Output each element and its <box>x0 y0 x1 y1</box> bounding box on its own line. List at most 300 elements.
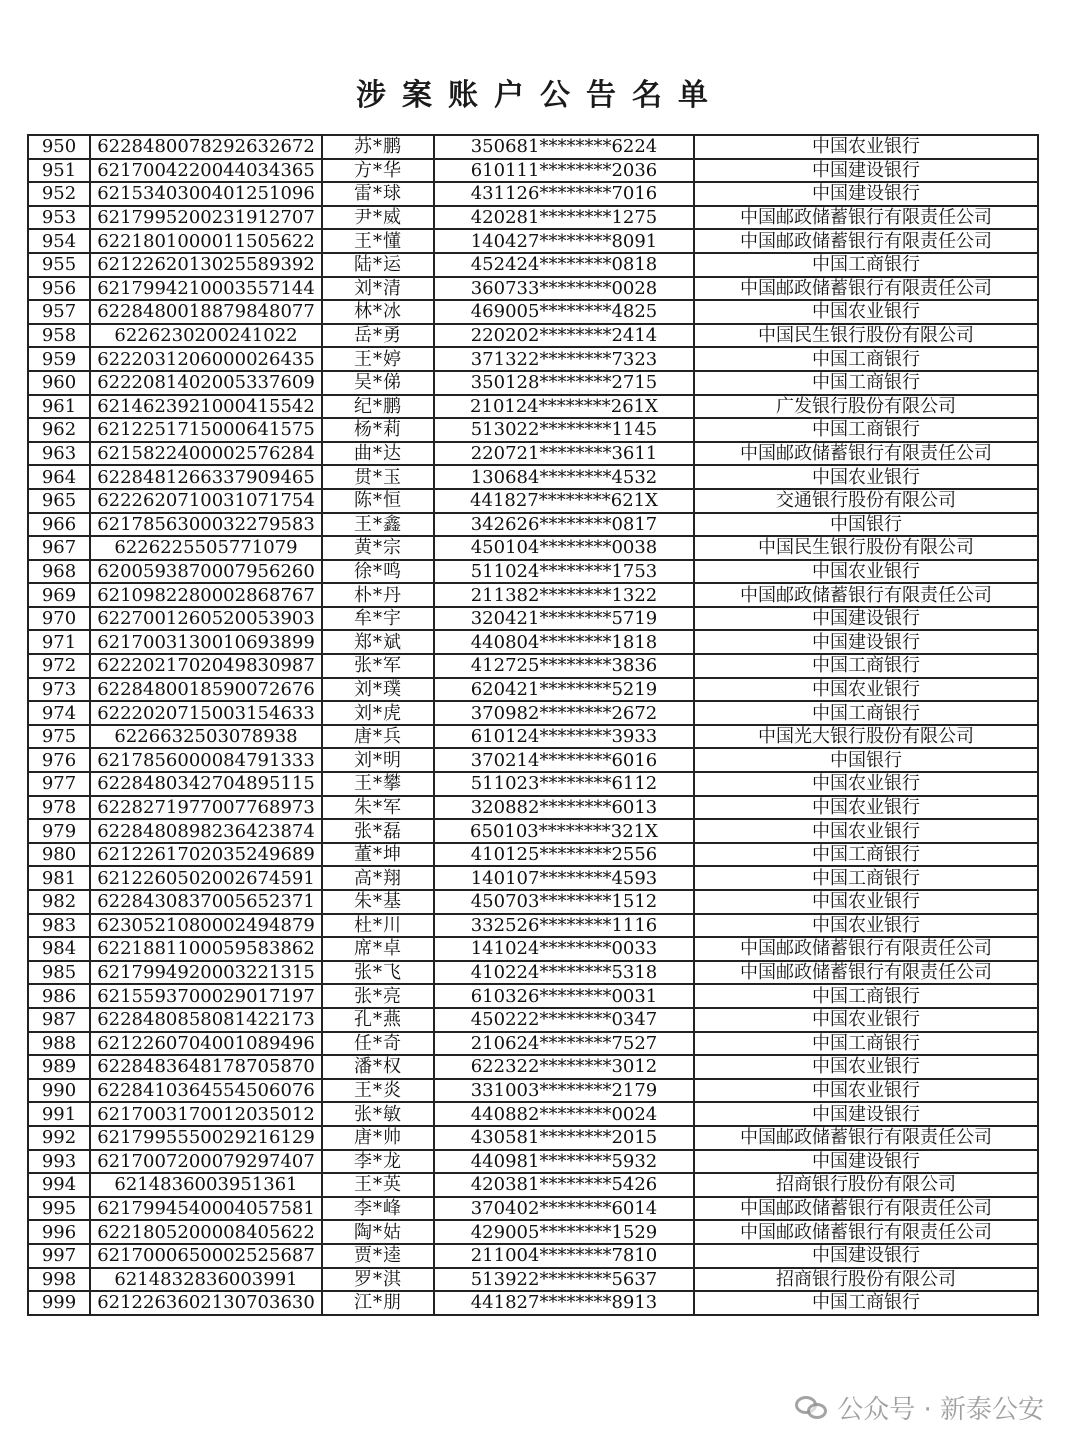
table-row <box>28 1079 1038 1103</box>
bank-name-cell: 广发银行股份有限公司 <box>694 395 1038 419</box>
row-number-cell: 986 <box>28 984 90 1008</box>
bank-name-cell: 招商银行股份有限公司 <box>694 1173 1038 1197</box>
account-holder-cell: 王*懂 <box>322 229 434 253</box>
row-number-cell: 990 <box>28 1079 90 1103</box>
id-number-cell: 140427********8091 <box>434 229 694 253</box>
row-number-cell: 975 <box>28 725 90 749</box>
row-number-cell: 978 <box>28 796 90 820</box>
row-number-cell: 962 <box>28 418 90 442</box>
table-row <box>28 229 1038 253</box>
id-number-cell: 370402********6014 <box>434 1197 694 1221</box>
table-row <box>28 253 1038 277</box>
id-number-cell: 350681********6224 <box>434 135 694 159</box>
account-holder-cell: 林*冰 <box>322 300 434 324</box>
bank-name-cell: 中国邮政储蓄银行有限责任公司 <box>694 583 1038 607</box>
row-number-cell: 973 <box>28 678 90 702</box>
account-list-body <box>28 135 1038 1315</box>
bank-name-cell: 中国民生银行股份有限公司 <box>694 536 1038 560</box>
row-number-cell: 994 <box>28 1173 90 1197</box>
row-number-cell: 999 <box>28 1291 90 1315</box>
bank-name-cell: 中国农业银行 <box>694 890 1038 914</box>
id-number-cell: 350128********2715 <box>434 371 694 395</box>
id-number-cell: 211382********1322 <box>434 583 694 607</box>
table-row <box>28 1032 1038 1056</box>
account-holder-cell: 王*攀 <box>322 772 434 796</box>
bank-name-cell: 交通银行股份有限公司 <box>694 489 1038 513</box>
account-number-cell: 6228480858081422173 <box>90 1008 322 1032</box>
table-row <box>28 206 1038 230</box>
watermark-text: 公众号 · 新泰公安 <box>837 1395 1044 1425</box>
bank-name-cell: 中国邮政储蓄银行有限责任公司 <box>694 1126 1038 1150</box>
account-number-cell: 6214836003951361 <box>90 1173 322 1197</box>
account-holder-cell: 李*峰 <box>322 1197 434 1221</box>
bank-name-cell: 中国农业银行 <box>694 819 1038 843</box>
row-number-cell: 992 <box>28 1126 90 1150</box>
bank-name-cell: 中国建设银行 <box>694 607 1038 631</box>
account-number-cell: 6228271977007768973 <box>90 796 322 820</box>
bank-name-cell: 中国银行 <box>694 748 1038 772</box>
id-number-cell: 513922********5637 <box>434 1268 694 1292</box>
account-number-cell: 6222020715003154633 <box>90 701 322 725</box>
table-row <box>28 347 1038 371</box>
id-number-cell: 332526********1116 <box>434 914 694 938</box>
row-number-cell: 951 <box>28 159 90 183</box>
id-number-cell: 420281********1275 <box>434 206 694 230</box>
row-number-cell: 958 <box>28 324 90 348</box>
id-number-cell: 452424********0818 <box>434 253 694 277</box>
row-number-cell: 977 <box>28 772 90 796</box>
id-number-cell: 469005********4825 <box>434 300 694 324</box>
account-number-cell: 6215340300401251096 <box>90 182 322 206</box>
account-holder-cell: 江*朋 <box>322 1291 434 1315</box>
account-number-cell: 6217995200231912707 <box>90 206 322 230</box>
id-number-cell: 511024********1753 <box>434 560 694 584</box>
id-number-cell: 511023********6112 <box>434 772 694 796</box>
table-row <box>28 1150 1038 1174</box>
id-number-cell: 431126********7016 <box>434 182 694 206</box>
row-number-cell: 987 <box>28 1008 90 1032</box>
id-number-cell: 429005********1529 <box>434 1220 694 1244</box>
table-row <box>28 277 1038 301</box>
account-holder-cell: 朱*基 <box>322 890 434 914</box>
bank-name-cell: 中国建设银行 <box>694 182 1038 206</box>
table-row <box>28 772 1038 796</box>
row-number-cell: 965 <box>28 489 90 513</box>
id-number-cell: 410125********2556 <box>434 843 694 867</box>
table-row <box>28 1055 1038 1079</box>
row-number-cell: 979 <box>28 819 90 843</box>
account-number-cell: 6228480078292632672 <box>90 135 322 159</box>
account-holder-cell: 杨*莉 <box>322 418 434 442</box>
account-holder-cell: 朴*丹 <box>322 583 434 607</box>
table-row <box>28 630 1038 654</box>
account-number-cell: 6228480018879848077 <box>90 300 322 324</box>
row-number-cell: 970 <box>28 607 90 631</box>
account-holder-cell: 王*英 <box>322 1173 434 1197</box>
row-number-cell: 984 <box>28 937 90 961</box>
id-number-cell: 210124********261X <box>434 395 694 419</box>
account-holder-cell: 李*龙 <box>322 1150 434 1174</box>
table-row <box>28 819 1038 843</box>
account-holder-cell: 牟*宇 <box>322 607 434 631</box>
account-holder-cell: 吴*俤 <box>322 371 434 395</box>
id-number-cell: 320421********5719 <box>434 607 694 631</box>
table-row <box>28 654 1038 678</box>
table-row <box>28 1197 1038 1221</box>
bank-name-cell: 中国农业银行 <box>694 1008 1038 1032</box>
account-holder-cell: 孔*燕 <box>322 1008 434 1032</box>
account-holder-cell: 张*亮 <box>322 984 434 1008</box>
account-number-cell: 6221881100059583862 <box>90 937 322 961</box>
row-number-cell: 983 <box>28 914 90 938</box>
account-number-cell: 6226225505771079 <box>90 536 322 560</box>
id-number-cell: 210624********7527 <box>434 1032 694 1056</box>
account-holder-cell: 张*军 <box>322 654 434 678</box>
bank-name-cell: 中国工商银行 <box>694 701 1038 725</box>
id-number-cell: 410224********5318 <box>434 961 694 985</box>
account-number-cell: 6228410364554506076 <box>90 1079 322 1103</box>
row-number-cell: 960 <box>28 371 90 395</box>
table-row <box>28 937 1038 961</box>
table-row <box>28 748 1038 772</box>
row-number-cell: 974 <box>28 701 90 725</box>
account-holder-cell: 王*婷 <box>322 347 434 371</box>
account-number-cell: 6217007200079297407 <box>90 1150 322 1174</box>
table-row <box>28 465 1038 489</box>
account-number-cell: 6217004220044034365 <box>90 159 322 183</box>
row-number-cell: 959 <box>28 347 90 371</box>
account-holder-cell: 雷*球 <box>322 182 434 206</box>
bank-name-cell: 中国建设银行 <box>694 1244 1038 1268</box>
account-holder-cell: 刘*虎 <box>322 701 434 725</box>
bank-name-cell: 中国工商银行 <box>694 418 1038 442</box>
table-row <box>28 914 1038 938</box>
bank-name-cell: 中国工商银行 <box>694 654 1038 678</box>
account-number-cell: 6222620710031071754 <box>90 489 322 513</box>
account-number-cell: 6214623921000415542 <box>90 395 322 419</box>
bank-name-cell: 招商银行股份有限公司 <box>694 1268 1038 1292</box>
account-number-cell: 6228483648178705870 <box>90 1055 322 1079</box>
account-number-cell: 6217994920003221315 <box>90 961 322 985</box>
account-number-cell: 6228480018590072676 <box>90 678 322 702</box>
id-number-cell: 141024********0033 <box>434 937 694 961</box>
table-row <box>28 324 1038 348</box>
account-holder-cell: 贯*玉 <box>322 465 434 489</box>
row-number-cell: 997 <box>28 1244 90 1268</box>
account-holder-cell: 高*翔 <box>322 866 434 890</box>
account-number-cell: 6217995550029216129 <box>90 1126 322 1150</box>
id-number-cell: 370982********2672 <box>434 701 694 725</box>
account-number-cell: 6217000650002525687 <box>90 1244 322 1268</box>
account-number-cell: 6217856300032279583 <box>90 513 322 537</box>
bank-name-cell: 中国建设银行 <box>694 159 1038 183</box>
bank-name-cell: 中国邮政储蓄银行有限责任公司 <box>694 277 1038 301</box>
row-number-cell: 954 <box>28 229 90 253</box>
table-row <box>28 300 1038 324</box>
account-holder-cell: 苏*鹏 <box>322 135 434 159</box>
id-number-cell: 342626********0817 <box>434 513 694 537</box>
row-number-cell: 982 <box>28 890 90 914</box>
account-number-cell: 6228481266337909465 <box>90 465 322 489</box>
id-number-cell: 620421********5219 <box>434 678 694 702</box>
account-number-cell: 6217994540004057581 <box>90 1197 322 1221</box>
bank-name-cell: 中国农业银行 <box>694 772 1038 796</box>
bank-name-cell: 中国邮政储蓄银行有限责任公司 <box>694 1220 1038 1244</box>
table-row <box>28 371 1038 395</box>
account-list-table <box>27 134 1039 1316</box>
bank-name-cell: 中国农业银行 <box>694 300 1038 324</box>
table-row <box>28 961 1038 985</box>
table-row <box>28 583 1038 607</box>
row-number-cell: 967 <box>28 536 90 560</box>
table-row <box>28 701 1038 725</box>
row-number-cell: 980 <box>28 843 90 867</box>
row-number-cell: 953 <box>28 206 90 230</box>
table-row <box>28 678 1038 702</box>
row-number-cell: 995 <box>28 1197 90 1221</box>
account-holder-cell: 唐*帅 <box>322 1126 434 1150</box>
row-number-cell: 985 <box>28 961 90 985</box>
account-holder-cell: 唐*兵 <box>322 725 434 749</box>
account-number-cell: 6215593700029017197 <box>90 984 322 1008</box>
account-number-cell: 6222081402005337609 <box>90 371 322 395</box>
id-number-cell: 610124********3933 <box>434 725 694 749</box>
table-row <box>28 182 1038 206</box>
account-holder-cell: 朱*军 <box>322 796 434 820</box>
row-number-cell: 976 <box>28 748 90 772</box>
table-row <box>28 725 1038 749</box>
account-number-cell: 6222031206000026435 <box>90 347 322 371</box>
row-number-cell: 969 <box>28 583 90 607</box>
row-number-cell: 988 <box>28 1032 90 1056</box>
account-holder-cell: 陶*姑 <box>322 1220 434 1244</box>
table-row <box>28 1173 1038 1197</box>
account-number-cell: 6228480898236423874 <box>90 819 322 843</box>
row-number-cell: 966 <box>28 513 90 537</box>
account-number-cell: 6221801000011505622 <box>90 229 322 253</box>
id-number-cell: 622322********3012 <box>434 1055 694 1079</box>
account-number-cell: 6222021702049830987 <box>90 654 322 678</box>
watermark <box>795 1389 1044 1426</box>
table-row <box>28 1244 1038 1268</box>
bank-name-cell: 中国邮政储蓄银行有限责任公司 <box>694 1197 1038 1221</box>
bank-name-cell: 中国工商银行 <box>694 371 1038 395</box>
account-holder-cell: 岳*勇 <box>322 324 434 348</box>
bank-name-cell: 中国建设银行 <box>694 1150 1038 1174</box>
bank-name-cell: 中国工商银行 <box>694 1291 1038 1315</box>
account-number-cell: 6215822400002576284 <box>90 442 322 466</box>
table-row <box>28 442 1038 466</box>
id-number-cell: 610326********0031 <box>434 984 694 1008</box>
table-row <box>28 1220 1038 1244</box>
table-row <box>28 866 1038 890</box>
table-row <box>28 843 1038 867</box>
id-number-cell: 440804********1818 <box>434 630 694 654</box>
bank-name-cell: 中国光大银行股份有限公司 <box>694 725 1038 749</box>
table-row <box>28 1102 1038 1126</box>
account-holder-cell: 曲*达 <box>322 442 434 466</box>
account-holder-cell: 杜*川 <box>322 914 434 938</box>
account-number-cell: 6212263602130703630 <box>90 1291 322 1315</box>
table-row <box>28 536 1038 560</box>
bank-name-cell: 中国农业银行 <box>694 796 1038 820</box>
account-holder-cell: 徐*鸣 <box>322 560 434 584</box>
account-number-cell: 6226230200241022 <box>90 324 322 348</box>
id-number-cell: 370214********6016 <box>434 748 694 772</box>
table-row <box>28 1291 1038 1315</box>
bank-name-cell: 中国农业银行 <box>694 465 1038 489</box>
bank-name-cell: 中国农业银行 <box>694 1055 1038 1079</box>
account-number-cell: 6227001260520053903 <box>90 607 322 631</box>
wechat-icon <box>795 1394 829 1422</box>
account-holder-cell: 刘*清 <box>322 277 434 301</box>
id-number-cell: 130684********4532 <box>434 465 694 489</box>
account-holder-cell: 张*飞 <box>322 961 434 985</box>
row-number-cell: 971 <box>28 630 90 654</box>
account-number-cell: 6228480342704895115 <box>90 772 322 796</box>
account-number-cell: 6212262013025589392 <box>90 253 322 277</box>
account-holder-cell: 王*炎 <box>322 1079 434 1103</box>
table-row <box>28 984 1038 1008</box>
account-holder-cell: 刘*璞 <box>322 678 434 702</box>
id-number-cell: 440882********0024 <box>434 1102 694 1126</box>
id-number-cell: 441827********8913 <box>434 1291 694 1315</box>
account-holder-cell: 任*奇 <box>322 1032 434 1056</box>
table-row <box>28 135 1038 159</box>
table-row <box>28 1008 1038 1032</box>
bank-name-cell: 中国农业银行 <box>694 914 1038 938</box>
row-number-cell: 972 <box>28 654 90 678</box>
account-number-cell: 6217994210003557144 <box>90 277 322 301</box>
table-row <box>28 796 1038 820</box>
account-number-cell: 6217856000084791333 <box>90 748 322 772</box>
account-number-cell: 6228430837005652371 <box>90 890 322 914</box>
bank-name-cell: 中国农业银行 <box>694 1079 1038 1103</box>
bank-name-cell: 中国民生银行股份有限公司 <box>694 324 1038 348</box>
account-number-cell: 6214832836003991 <box>90 1268 322 1292</box>
id-number-cell: 220721********3611 <box>434 442 694 466</box>
row-number-cell: 981 <box>28 866 90 890</box>
table-row <box>28 1126 1038 1150</box>
id-number-cell: 360733********0028 <box>434 277 694 301</box>
row-number-cell: 964 <box>28 465 90 489</box>
row-number-cell: 952 <box>28 182 90 206</box>
account-number-cell: 6212251715000641575 <box>90 418 322 442</box>
account-number-cell: 6212260704001089496 <box>90 1032 322 1056</box>
id-number-cell: 441827********621X <box>434 489 694 513</box>
table-row <box>28 560 1038 584</box>
bank-name-cell: 中国银行 <box>694 513 1038 537</box>
bank-name-cell: 中国工商银行 <box>694 984 1038 1008</box>
id-number-cell: 220202********2414 <box>434 324 694 348</box>
account-holder-cell: 尹*威 <box>322 206 434 230</box>
account-holder-cell: 张*磊 <box>322 819 434 843</box>
account-number-cell: 6212261702035249689 <box>90 843 322 867</box>
bank-name-cell: 中国邮政储蓄银行有限责任公司 <box>694 229 1038 253</box>
table-row <box>28 890 1038 914</box>
id-number-cell: 320882********6013 <box>434 796 694 820</box>
account-holder-cell: 董*坤 <box>322 843 434 867</box>
row-number-cell: 956 <box>28 277 90 301</box>
row-number-cell: 963 <box>28 442 90 466</box>
id-number-cell: 412725********3836 <box>434 654 694 678</box>
table-row <box>28 1268 1038 1292</box>
account-holder-cell: 纪*鹏 <box>322 395 434 419</box>
account-holder-cell: 郑*斌 <box>322 630 434 654</box>
table-row <box>28 395 1038 419</box>
row-number-cell: 955 <box>28 253 90 277</box>
id-number-cell: 513022********1145 <box>434 418 694 442</box>
id-number-cell: 140107********4593 <box>434 866 694 890</box>
row-number-cell: 968 <box>28 560 90 584</box>
id-number-cell: 420381********5426 <box>434 1173 694 1197</box>
account-holder-cell: 贾*逵 <box>322 1244 434 1268</box>
bank-name-cell: 中国工商银行 <box>694 866 1038 890</box>
account-number-cell: 6226632503078938 <box>90 725 322 749</box>
id-number-cell: 211004********7810 <box>434 1244 694 1268</box>
account-number-cell: 6212260502002674591 <box>90 866 322 890</box>
bank-name-cell: 中国农业银行 <box>694 678 1038 702</box>
account-number-cell: 6217003170012035012 <box>90 1102 322 1126</box>
id-number-cell: 450222********0347 <box>434 1008 694 1032</box>
account-holder-cell: 刘*明 <box>322 748 434 772</box>
table-row <box>28 513 1038 537</box>
bank-name-cell: 中国邮政储蓄银行有限责任公司 <box>694 442 1038 466</box>
bank-name-cell: 中国建设银行 <box>694 1102 1038 1126</box>
account-number-cell: 6221805200008405622 <box>90 1220 322 1244</box>
account-holder-cell: 方*华 <box>322 159 434 183</box>
row-number-cell: 993 <box>28 1150 90 1174</box>
account-number-cell: 6217003130010693899 <box>90 630 322 654</box>
account-holder-cell: 席*卓 <box>322 937 434 961</box>
id-number-cell: 371322********7323 <box>434 347 694 371</box>
bank-name-cell: 中国邮政储蓄银行有限责任公司 <box>694 937 1038 961</box>
account-number-cell: 6230521080002494879 <box>90 914 322 938</box>
row-number-cell: 989 <box>28 1055 90 1079</box>
id-number-cell: 440981********5932 <box>434 1150 694 1174</box>
row-number-cell: 950 <box>28 135 90 159</box>
bank-name-cell: 中国建设银行 <box>694 630 1038 654</box>
bank-name-cell: 中国农业银行 <box>694 135 1038 159</box>
bank-name-cell: 中国邮政储蓄银行有限责任公司 <box>694 961 1038 985</box>
id-number-cell: 650103********321X <box>434 819 694 843</box>
table-row <box>28 159 1038 183</box>
row-number-cell: 961 <box>28 395 90 419</box>
account-holder-cell: 张*敏 <box>322 1102 434 1126</box>
account-holder-cell: 陆*运 <box>322 253 434 277</box>
row-number-cell: 957 <box>28 300 90 324</box>
id-number-cell: 331003********2179 <box>434 1079 694 1103</box>
account-holder-cell: 罗*淇 <box>322 1268 434 1292</box>
id-number-cell: 450703********1512 <box>434 890 694 914</box>
account-holder-cell: 王*鑫 <box>322 513 434 537</box>
table-row <box>28 607 1038 631</box>
bank-name-cell: 中国邮政储蓄银行有限责任公司 <box>694 206 1038 230</box>
id-number-cell: 450104********0038 <box>434 536 694 560</box>
account-number-cell: 6210982280002868767 <box>90 583 322 607</box>
page-title: 涉案账户公告名单 <box>356 78 724 113</box>
account-holder-cell: 陈*恒 <box>322 489 434 513</box>
table-row <box>28 489 1038 513</box>
bank-name-cell: 中国工商银行 <box>694 347 1038 371</box>
account-holder-cell: 潘*权 <box>322 1055 434 1079</box>
row-number-cell: 998 <box>28 1268 90 1292</box>
id-number-cell: 430581********2015 <box>434 1126 694 1150</box>
bank-name-cell: 中国工商银行 <box>694 843 1038 867</box>
row-number-cell: 996 <box>28 1220 90 1244</box>
table-row <box>28 418 1038 442</box>
id-number-cell: 610111********2036 <box>434 159 694 183</box>
